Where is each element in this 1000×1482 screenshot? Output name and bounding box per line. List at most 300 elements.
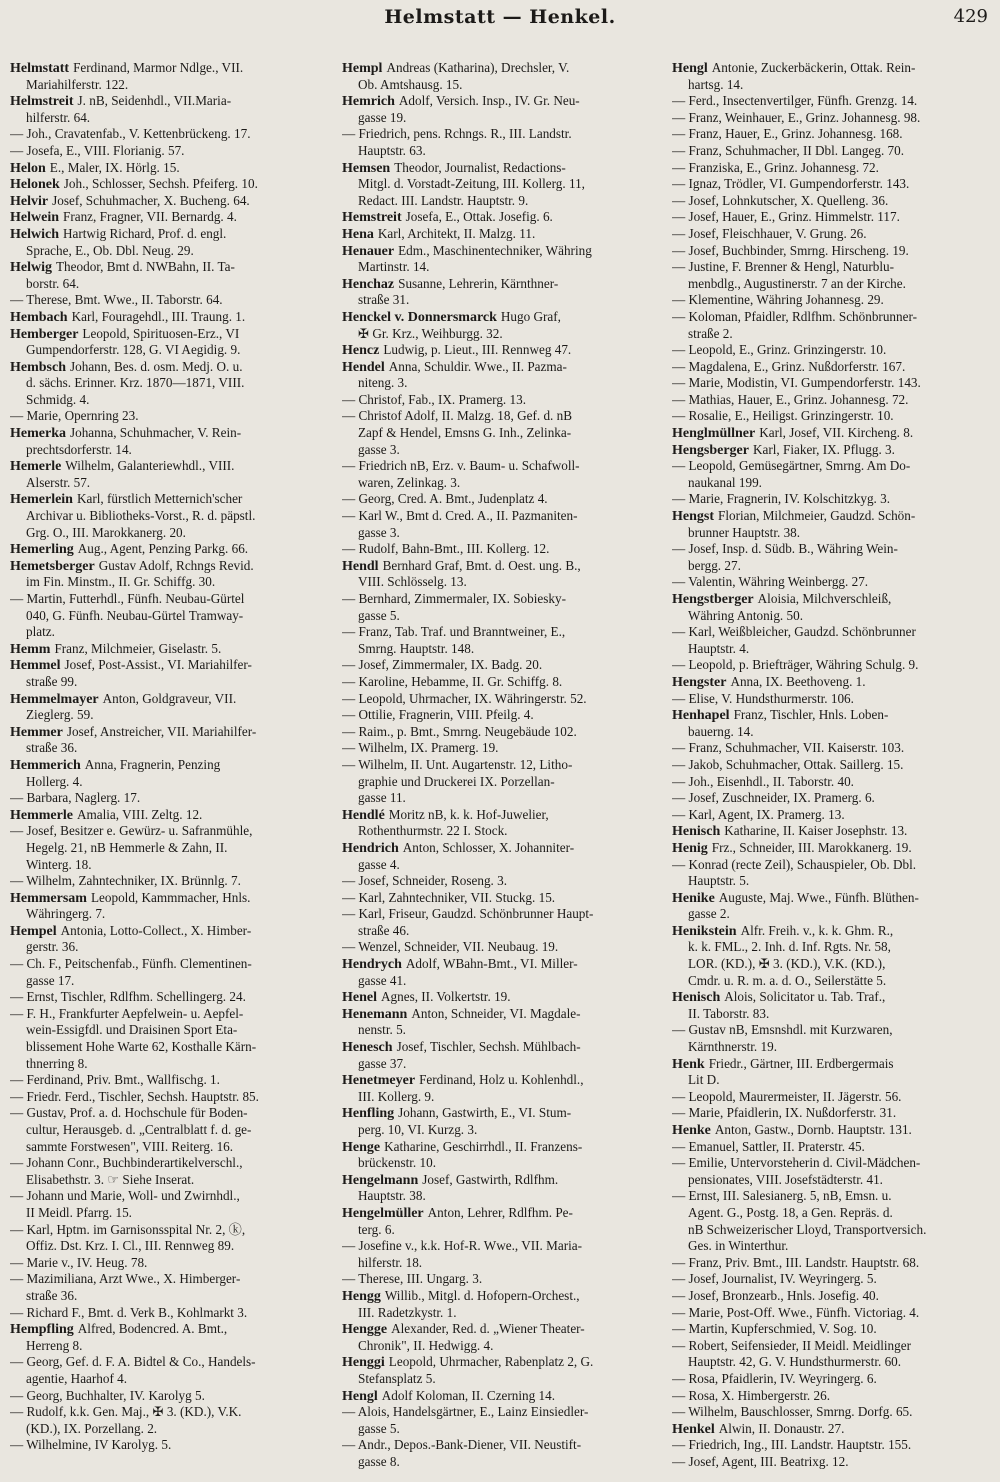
sub-entry: — Rudolf, Bahn-Bmt., III. Kollerg. 12.: [342, 541, 550, 557]
directory-entry: [10, 724, 336, 741]
entry-continuation: gasse 3.: [358, 441, 400, 457]
sub-entry: — Wilhelm, IX. Pramerg. 19.: [342, 740, 499, 756]
entry-continuation: Zapf & Hendel, Emsns G. Inh., Zelinka-: [358, 425, 572, 441]
entry-details: Anton, Gastw., Dornb. Hauptstr. 131.: [714, 1122, 912, 1137]
entry-continuation: Ob. Amtshausg. 15.: [358, 76, 463, 92]
entry-surname: Hemmerle: [10, 807, 73, 823]
sub-entry: — Franz, Schuhmacher, VII. Kaiserstr. 103.: [672, 740, 905, 756]
entry-surname: Helwich: [10, 226, 59, 242]
sub-entry: — Wilhelm, Zahntechniker, IX. Brünnlg. 7.: [10, 873, 241, 889]
entry-details: Anton, Goldgraveur, VII.: [102, 690, 237, 706]
entry-continuation: Hauptstr. 4.: [688, 640, 750, 656]
sub-entry: — Ignaz, Trödler, VI. Gumpendorferstr. 143.: [672, 176, 910, 192]
entry-continuation: Offiz. Dst. Krz. I. Cl., III. Rennweg 89.: [26, 1238, 235, 1254]
entry-continuation: Smrng. Hauptstr. 148.: [358, 640, 475, 656]
directory-entry: [672, 989, 998, 1006]
directory-entry: [342, 243, 668, 260]
sub-entry: — Georg, Gef. d. F. A. Bidtel & Co., Handels-: [10, 1354, 256, 1370]
entry-continuation: nenstr. 5.: [358, 1022, 406, 1038]
entry-continuation: gasse 8.: [358, 1453, 400, 1469]
sub-entry: — Josefine v., k.k. Hof-R. Wwe., VII. Maria-: [342, 1238, 583, 1254]
sub-entry: — Karl, Zahntechniker, VII. Stuckg. 15.: [342, 889, 556, 905]
entry-details: Katharine, II. Kaiser Josephstr. 13.: [724, 823, 908, 839]
page-header: [0, 4, 1000, 30]
entry-details: Susanne, Lehrerin, Kärnthner-: [398, 275, 559, 291]
directory-entry: [10, 60, 336, 77]
directory-entry: [10, 458, 336, 475]
directory-entry: [672, 890, 998, 907]
entry-surname: Hemmelmayer: [10, 691, 99, 707]
directory-entry: [342, 989, 668, 1006]
sub-entry: — Jakob, Schuhmacher, Ottak. Saillerg. 15.: [672, 756, 904, 772]
directory-entry: [672, 1056, 998, 1073]
directory-entry: [342, 342, 668, 359]
entry-continuation: Zieglerg. 59.: [26, 707, 94, 723]
sub-entry: — Ferdinand, Priv. Bmt., Wallfischg. 1.: [10, 1072, 220, 1088]
entry-details: Anton, Schlosser, X. Johanniter-: [402, 839, 575, 855]
directory-entry: [342, 840, 668, 857]
directory-entry: [342, 1321, 668, 1338]
sub-entry: — Therese, III. Ungarg. 3.: [342, 1271, 483, 1287]
sub-entry: — Marie, Modistin, VI. Gumpendorferstr. 143.: [672, 375, 921, 391]
entry-continuation: gasse 5.: [358, 1420, 400, 1436]
directory-entry: [10, 757, 336, 774]
entry-details: Ferdinand, Marmor Ndlge., VII.: [73, 60, 244, 75]
directory-entry: [10, 209, 336, 226]
entry-continuation: Schmidg. 4.: [26, 391, 90, 407]
entry-surname: Helwig: [10, 260, 52, 276]
entry-surname: Hempel: [10, 923, 57, 939]
entry-continuation: gerstr. 36.: [26, 939, 79, 955]
entry-details: Anna, IX. Beethoveng. 1.: [730, 673, 866, 689]
entry-surname: Henauer: [342, 243, 395, 259]
entry-surname: Hena: [342, 226, 374, 242]
entry-continuation: hilferstr. 18.: [358, 1254, 423, 1270]
entry-details: Katharine, Geschirrhdl., II. Franzens-: [384, 1138, 583, 1154]
directory-entry: [672, 508, 998, 525]
directory-entry: [342, 1139, 668, 1156]
entry-surname: Hendrych: [342, 957, 402, 973]
sub-entry: — Josef, Buchbinder, Smrng. Hirscheng. 19.: [672, 242, 909, 258]
entry-continuation: perg. 10, VI. Kurzg. 3.: [358, 1122, 478, 1137]
entry-continuation: gasse 4.: [358, 856, 400, 872]
entry-surname: Henfling: [342, 1106, 395, 1122]
directory-entry: [672, 442, 998, 459]
entry-surname: Henglmüllner: [672, 426, 756, 442]
sub-entry: — Friedrich, Ing., III. Landstr. Hauptstr. 155.: [672, 1437, 912, 1453]
entry-surname: Hencz: [342, 343, 380, 359]
entry-surname: Hemerka: [10, 426, 66, 442]
entry-surname: Hendrich: [342, 840, 399, 856]
entry-continuation: II Meidl. Pfarrg. 15.: [26, 1204, 132, 1220]
entry-surname: Henggi: [342, 1355, 385, 1371]
directory-entry: [672, 591, 998, 608]
entry-details: Franz, Tischler, Hnls. Loben-: [733, 707, 889, 723]
entry-continuation: Hauptstr. 63.: [358, 142, 426, 158]
sub-entry: — Bernhard, Zimmermaler, IX. Sobiesky-: [342, 591, 566, 606]
column-2: [342, 60, 668, 1470]
sub-entry: — Martin, Kupferschmied, V. Sog. 10.: [672, 1321, 877, 1337]
sub-entry: — Mathias, Hauer, E., Grinz. Johannesg. 72.: [672, 391, 909, 407]
sub-entry: — Franz, Hauer, E., Grinz. Johannesg. 168.: [672, 126, 903, 142]
entry-details: Ferdinand, Holz u. Kohlenhdl.,: [419, 1072, 584, 1088]
entry-details: Aug., Agent, Penzing Parkg. 66.: [77, 541, 249, 557]
entry-continuation: III. Radetzkystr. 1.: [358, 1304, 457, 1320]
entry-details: Adolf Koloman, II. Czerning 14.: [381, 1387, 556, 1403]
sub-entry: — Karoline, Hebamme, II. Gr. Schiffg. 8.: [342, 673, 563, 689]
entry-continuation: Hauptstr. 38.: [358, 1188, 426, 1204]
sub-entry: — Wilhelm, II. Unt. Augartenstr. 12, Litho-: [342, 756, 573, 772]
entry-details: Anna, Schuldir. Wwe., II. Pazma-: [388, 358, 567, 374]
entry-surname: Helonek: [10, 177, 60, 193]
entry-surname: Hemrich: [342, 94, 395, 110]
sub-entry: — F. H., Frankfurter Aepfelwein- u. Aepfel-: [10, 1005, 244, 1021]
entry-continuation: platz.: [26, 624, 55, 640]
entry-continuation: ✠ Gr. Krz., Weihburgg. 32.: [358, 325, 503, 341]
sub-entry: — Ernst, III. Salesianerg. 5, nB, Emsn. u.: [672, 1188, 892, 1204]
entry-details: Wilhelm, Galanteriewhdl., VIII.: [65, 458, 235, 474]
entry-continuation: Währing Antonig. 50.: [688, 607, 804, 623]
entry-surname: Henel: [342, 990, 377, 1006]
entry-surname: Hemerlein: [10, 492, 73, 508]
entry-details: Theodor, Bmt d. NWBahn, II. Ta-: [56, 259, 235, 275]
sub-entry: — Franz, Schuhmacher, II Dbl. Langeg. 70.: [672, 142, 905, 158]
sub-entry: — Franz, Tab. Traf. und Branntweiner, E.,: [342, 624, 566, 640]
entry-continuation: bergg. 27.: [688, 557, 741, 573]
entry-continuation: graphie und Druckerei IX. Porzellan-: [358, 773, 555, 789]
entry-surname: Henesch: [342, 1040, 393, 1056]
directory-entry: [10, 541, 336, 558]
entry-continuation: straße 46.: [358, 922, 410, 938]
entry-continuation: Währingerg. 7.: [26, 906, 106, 922]
entry-continuation: gasse 41.: [358, 972, 407, 988]
sub-entry: — Josef, Hauer, E., Grinz. Himmelstr. 117.: [672, 209, 900, 225]
entry-continuation: Hauptstr. 5.: [688, 873, 750, 889]
entry-surname: Hemsen: [342, 160, 391, 176]
entry-surname: Hempfling: [10, 1322, 74, 1338]
entry-continuation: Chronik", II. Hedwigg. 4.: [358, 1337, 494, 1353]
entry-continuation: III. Kollerg. 9.: [358, 1088, 435, 1104]
sub-entry: — Karl, Weißbleicher, Gaudzd. Schönbrunner: [672, 624, 916, 640]
entry-surname: Hengelmann: [342, 1172, 419, 1188]
sub-entry: — Franz, Priv. Bmt., III. Landstr. Hauptstr. 68.: [672, 1254, 920, 1270]
entry-details: Antonia, Lotto-Collect., X. Himber-: [60, 922, 252, 938]
entry-continuation: thnerring 8.: [26, 1055, 88, 1071]
sub-entry: — Josef, Agent, III. Beatrixg. 12.: [672, 1453, 849, 1469]
entry-continuation: im Fin. Minstm., II. Gr. Schiffg. 30.: [26, 574, 216, 590]
sub-entry: — Wilhelmine, IV Karolyg. 5.: [10, 1437, 172, 1453]
sub-entry: — Barbara, Naglerg. 17.: [10, 790, 141, 806]
sub-entry: — Friedrich, pens. Rchngs. R., III. Landstr.: [342, 126, 572, 142]
entry-surname: Hemmer: [10, 724, 63, 740]
entry-continuation: Herreng 8.: [26, 1337, 83, 1353]
entry-details: E., Maler, IX. Hörlg. 15.: [49, 159, 180, 175]
entry-details: Josef, Schuhmacher, X. Bucheng. 64.: [52, 192, 250, 208]
directory-entry: [10, 193, 336, 210]
directory-entry: [10, 359, 336, 376]
entry-details: Alexander, Red. d. „Wiener Theater-: [391, 1321, 585, 1337]
entry-details: Leopold, Spirituosen-Erz., VI: [82, 325, 240, 341]
sub-entry: — Rosa, X. Himbergerstr. 26.: [672, 1387, 830, 1403]
entry-surname: Hengl: [672, 61, 708, 76]
entry-continuation: straße 36.: [26, 1287, 78, 1303]
directory-entry: [10, 691, 336, 708]
entry-details: Alwin, II. Donaustr. 27.: [718, 1420, 845, 1436]
entry-details: Leopold, Kammmacher, Hnls.: [90, 889, 251, 905]
entry-surname: Hembsch: [10, 359, 66, 375]
entry-details: Anton, Schneider, VI. Magdale-: [411, 1005, 581, 1021]
entry-details: Frz., Schneider, III. Marokkanerg. 19.: [711, 839, 912, 855]
entry-continuation: waren, Zelinkag. 3.: [358, 474, 461, 490]
directory-entry: [10, 326, 336, 343]
entry-details: Amalia, VIII. Zeltg. 12.: [76, 806, 203, 822]
sub-entry: — Josef, Journalist, IV. Weyringerg. 5.: [672, 1271, 877, 1287]
entry-details: Adolf, WBahn-Bmt., VI. Miller-: [405, 956, 578, 972]
entry-surname: Helvir: [10, 193, 49, 209]
entry-details: Karl, Josef, VII. Kircheng. 8.: [759, 425, 914, 441]
sub-entry: — Karl W., Bmt d. Cred. A., II. Pazmaniten-: [342, 508, 578, 524]
sub-entry: — Rosa, Pfaidlerin, IV. Weyringerg. 6.: [672, 1370, 877, 1386]
entry-details: Gustav Adolf, Rchngs Revid.: [98, 557, 254, 573]
entry-continuation: gasse 11.: [358, 790, 406, 806]
entry-surname: Helwein: [10, 210, 59, 226]
directory-entry: [672, 823, 998, 840]
entry-surname: Henisch: [672, 990, 721, 1006]
entry-surname: Henikstein: [672, 923, 737, 939]
entry-details: Johann, Gastwirth, E., VI. Stum-: [398, 1105, 572, 1121]
sub-entry: — Ferd., Insectenvertilger, Fünfh. Grenzg. 14.: [672, 93, 918, 109]
entry-surname: Hengl: [342, 1388, 378, 1404]
entry-surname: Hendel: [342, 359, 385, 375]
entry-continuation: gasse 37.: [358, 1055, 407, 1071]
directory-entry: [342, 558, 668, 575]
directory-entry: [672, 840, 998, 857]
entry-continuation: Elisabethstr. 3. ☞ Siehe Inserat.: [26, 1171, 195, 1187]
running-title: Helmstatt — Henkel.: [384, 6, 616, 28]
entry-details: Karl, Architekt, II. Malzg. 11.: [377, 225, 536, 241]
entry-surname: Henkel: [672, 1421, 715, 1437]
entry-continuation: straße 31.: [358, 292, 410, 308]
directory-entry: [672, 60, 998, 77]
sub-entry: — Raim., p. Bmt., Smrng. Neugebäude 102.: [342, 723, 577, 739]
directory-entry: [342, 160, 668, 177]
entry-surname: Hendl: [342, 558, 379, 574]
sub-entry: — Alois, Handelsgärtner, E., Lainz Einsiedler-: [342, 1404, 589, 1420]
entry-surname: Hemmel: [10, 658, 61, 674]
directory-entry: [10, 309, 336, 326]
directory-entry: [342, 1039, 668, 1056]
entry-details: Karl, Fiaker, IX. Pflugg. 3.: [752, 441, 895, 457]
sub-entry: — Leopold, E., Grinz. Grinzingerstr. 10.: [672, 342, 887, 358]
sub-entry: — Christof, Fab., IX. Pramerg. 13.: [342, 391, 527, 407]
sub-entry: — Leopold, p. Briefträger, Währing Schulg. 9.: [672, 657, 919, 673]
entry-details: Karl, Fouragehdl., III. Traung. 1.: [71, 308, 246, 324]
sub-entry: — Christof Adolf, II. Malzg. 18, Gef. d. nB: [342, 408, 573, 424]
entry-surname: Henig: [672, 840, 708, 856]
entry-details: Josef, Post-Assist., VI. Mariahilfer-: [64, 657, 252, 673]
entry-details: Franz, Milchmeier, Giselastr. 5.: [54, 640, 222, 656]
entry-continuation: gasse 17.: [26, 972, 75, 988]
directory-entry: [342, 1172, 668, 1189]
sub-entry: — Josef, Besitzer e. Gewürz- u. Safranmühle,: [10, 823, 253, 839]
directory-entry: [10, 176, 336, 193]
entry-continuation: cultur, Herausgeb. d. „Centralblatt f. d. ge-: [26, 1122, 252, 1137]
sub-entry: — Wilhelm, Bauschlosser, Smrng. Dorfg. 65.: [672, 1404, 913, 1420]
entry-surname: Hemberger: [10, 326, 79, 342]
entry-details: Moritz nB, k. k. Hof-Juwelier,: [388, 806, 549, 822]
sub-entry: — Karl, Hptm. im Garnisonsspital Nr. 2, ⓚ,: [10, 1221, 246, 1237]
entry-surname: Helmstreit: [10, 94, 74, 110]
entry-continuation: Hauptstr. 42, G. V. Hundsthurmerstr. 60.: [688, 1354, 902, 1370]
entry-details: Theodor, Journalist, Redactions-: [394, 159, 566, 175]
sub-entry: — Karl, Friseur, Gaudzd. Schönbrunner Haupt-: [342, 906, 594, 922]
entry-details: J. nB, Seidenhdl., VII.Maria-: [77, 93, 232, 109]
entry-continuation: Ges. in Winterthur.: [688, 1238, 789, 1254]
directory-entry: [10, 923, 336, 940]
entry-details: Aloisia, Milchverschleiß,: [757, 591, 892, 606]
entry-details: Willib., Mitgl. d. Hofopern-Orchest.,: [384, 1287, 580, 1303]
entry-surname: Henhapel: [672, 708, 730, 724]
directory-entry: [672, 1421, 998, 1438]
entry-continuation: straße 99.: [26, 673, 78, 689]
entry-surname: Hengge: [342, 1322, 388, 1338]
entry-details: Ludwig, p. Lieut., III. Rennweg 47.: [383, 342, 572, 358]
entry-details: Leopold, Uhrmacher, Rabenplatz 2, G.: [388, 1354, 594, 1370]
entry-details: Adolf, Versich. Insp., IV. Gr. Neu-: [398, 93, 580, 109]
sub-entry: — Josef, Zimmermaler, IX. Badg. 20.: [342, 657, 543, 673]
directory-entry: [10, 558, 336, 575]
entry-continuation: Winterg. 18.: [26, 856, 92, 872]
sub-entry: — Marie, Opernring 23.: [10, 408, 139, 424]
entry-details: Joh., Schlosser, Sechsh. Pfeiferg. 10.: [63, 176, 258, 192]
directory-entry: [342, 309, 668, 326]
directory-entry: [342, 1388, 668, 1405]
directory-entry: [10, 1321, 336, 1338]
entry-details: Agnes, II. Volkertstr. 19.: [381, 989, 511, 1005]
directory-entry: [10, 641, 336, 658]
entry-continuation: straße 2.: [688, 325, 733, 341]
entry-continuation: gasse 5.: [358, 607, 400, 623]
sub-entry: — Josefa, E., VIII. Florianig. 57.: [10, 142, 185, 158]
entry-continuation: Agent. G., Postg. 18, a Gen. Repräs. d.: [688, 1204, 893, 1220]
sub-entry: — Klementine, Währing Johannesg. 29.: [672, 292, 884, 308]
sub-entry: — Leopold, Gemüsegärtner, Smrng. Am Do-: [672, 458, 911, 474]
entry-details: Johann, Bes. d. osm. Medj. O. u.: [70, 358, 243, 374]
entry-continuation: Mariahilferstr. 122.: [26, 76, 129, 92]
sub-entry: — Elise, V. Hundsthurmerstr. 106.: [672, 690, 854, 706]
entry-continuation: Redact. III. Landstr. Hauptstr. 9.: [358, 192, 529, 208]
entry-surname: Hempl: [342, 61, 383, 76]
sub-entry: — Johann und Marie, Woll- und Zwirnhdl.,: [10, 1188, 240, 1204]
sub-entry: — Josef, Zuschneider, IX. Pramerg. 6.: [672, 790, 875, 806]
sub-entry: — Emilie, Untervorsteherin d. Civil-Mädchen-: [672, 1155, 921, 1171]
sub-entry: — Mazimiliana, Arzt Wwe., X. Himberger-: [10, 1271, 241, 1287]
entry-details: Auguste, Maj. Wwe., Fünfh. Blüthen-: [718, 889, 919, 905]
entry-details: Anton, Lehrer, Rdlfhm. Pe-: [427, 1204, 573, 1220]
entry-details: Friedr., Gärtner, III. Erdbergermais: [708, 1055, 894, 1071]
directory-entry: [10, 425, 336, 442]
page-number: 429: [953, 6, 988, 27]
entry-continuation: (KD.), IX. Porzellang. 2.: [26, 1420, 158, 1436]
directory-entry: [10, 807, 336, 824]
entry-continuation: Rothenthurmstr. 22 I. Stock.: [358, 823, 508, 839]
entry-continuation: brückenstr. 10.: [358, 1155, 437, 1171]
directory-entry: [10, 93, 336, 110]
entry-surname: Henckel v. Donnersmarck: [342, 309, 497, 325]
entry-surname: Hengst: [672, 509, 714, 525]
sub-entry: — Franz, Weinhauer, E., Grinz. Johannesg. 98.: [672, 109, 921, 125]
entry-details: Alfr. Freih. v., k. k. Ghm. R.,: [740, 922, 894, 938]
entry-details: Josef, Gastwirth, Rdlfhm.: [422, 1171, 559, 1187]
entry-surname: Henchaz: [342, 276, 395, 292]
sub-entry: — Magdalena, E., Grinz. Nußdorferstr. 167.: [672, 358, 906, 374]
entry-continuation: borstr. 64.: [26, 275, 80, 291]
sub-entry: — Ottilie, Fragnerin, VIII. Pfeilg. 4.: [342, 707, 534, 723]
sub-entry: — Andr., Depos.-Bank-Diener, VII. Neustift-: [342, 1437, 582, 1453]
directory-entry: [10, 160, 336, 177]
entry-continuation: bauerng. 14.: [688, 723, 754, 739]
entry-continuation: Martinstr. 14.: [358, 259, 430, 275]
directory-entry: [10, 890, 336, 907]
entry-details: Anna, Fragnerin, Penzing: [84, 756, 221, 772]
entry-surname: Helmstatt: [10, 61, 70, 76]
entry-surname: Hemerling: [10, 542, 74, 558]
sub-entry: — Justine, F. Brenner & Hengl, Naturblu-: [672, 259, 894, 275]
entry-continuation: gasse 3.: [358, 524, 400, 540]
sub-entry: — Leopold, Maurermeister, II. Jägerstr. 56.: [672, 1088, 902, 1104]
directory-entry: [342, 93, 668, 110]
directory-entry: [342, 60, 668, 77]
directory-entry: [342, 226, 668, 243]
entry-continuation: Cmdr. u. R. m. a. d. O., Seilerstätte 5.: [688, 972, 887, 988]
sub-entry: — Marie, Post-Off. Wwe., Fünfh. Victoriag. 4.: [672, 1304, 920, 1320]
entry-continuation: sammte Forstwesen", VIII. Reiterg. 16.: [26, 1138, 234, 1154]
sub-entry: — Konrad (recte Zeil), Schauspieler, Ob. Dbl.: [672, 856, 917, 872]
entry-details: Josef, Tischler, Sechsh. Mühlbach-: [396, 1039, 581, 1055]
sub-entry: — Therese, Bmt. Wwe., II. Taborstr. 64.: [10, 292, 223, 308]
entry-surname: Hemmersam: [10, 890, 87, 906]
entry-continuation: agentie, Haarhof 4.: [26, 1370, 128, 1386]
directory-entry: [10, 491, 336, 508]
entry-details: Johanna, Schuhmacher, V. Rein-: [69, 425, 242, 441]
column-1: [10, 60, 336, 1454]
sub-entry: — Ernst, Tischler, Rdlfhm. Schellingerg. 24.: [10, 989, 246, 1005]
entry-continuation: menbdlg., Augustinerstr. 7 an der Kirche.: [688, 275, 906, 291]
sub-entry: — Gustav, Prof. a. d. Hochschule für Boden-: [10, 1105, 248, 1121]
entry-continuation: wein-Essigfdl. und Draisinen Sport Eta-: [26, 1022, 238, 1038]
directory-entry: [10, 226, 336, 243]
entry-details: Hugo Graf,: [500, 308, 561, 324]
sub-entry: — Georg, Cred. A. Bmt., Judenplatz 4.: [342, 491, 548, 507]
directory-entry: [672, 707, 998, 724]
sub-entry: — Martin, Futterhdl., Fünfh. Neubau-Gürtel: [10, 591, 245, 606]
entry-continuation: nB Schweizerischer Lloyd, Transportversich.: [688, 1221, 927, 1237]
entry-surname: Hemstreit: [342, 210, 402, 226]
entry-surname: Henke: [672, 1123, 711, 1138]
entry-details: Antonie, Zuckerbäckerin, Ottak. Rein-: [711, 60, 916, 75]
entry-continuation: Mitgl. d. Vorstadt-Zeitung, III. Kollerg. 11,: [358, 176, 585, 192]
sub-entry: — Ch. F., Peitschenfab., Fünfh. Clementinen-: [10, 956, 252, 972]
entry-continuation: Grg. O., III. Marokkanerg. 20.: [26, 524, 186, 540]
entry-continuation: terg. 6.: [358, 1221, 395, 1237]
entry-continuation: Sprache, E., Ob. Dbl. Neug. 29.: [26, 242, 194, 258]
entry-surname: Hengstberger: [672, 592, 754, 607]
directory-entry: [672, 425, 998, 442]
entry-details: Andreas (Katharina), Drechsler, V.: [386, 60, 570, 75]
directory-entry: [342, 1105, 668, 1122]
sub-entry: — Josef, Bronzearb., Hnls. Josefig. 40.: [672, 1287, 879, 1303]
sub-entry: — Karl, Agent, IX. Pramerg. 13.: [672, 806, 845, 822]
